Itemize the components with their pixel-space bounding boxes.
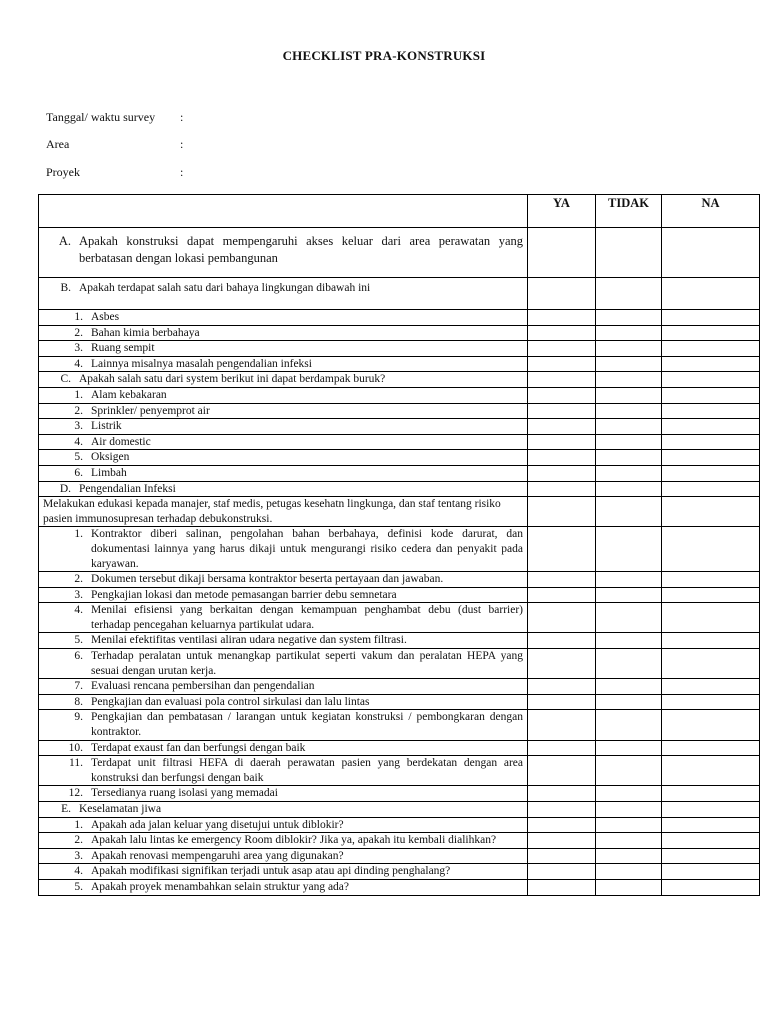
- answer-tidak-cell[interactable]: [596, 587, 662, 603]
- answer-na-cell[interactable]: [662, 740, 760, 756]
- answer-ya-cell[interactable]: [528, 310, 596, 326]
- meta-survey-date: [46, 110, 184, 125]
- answer-tidak-cell[interactable]: [596, 310, 662, 326]
- answer-ya-cell[interactable]: [528, 497, 596, 527]
- item-number: D.: [59, 482, 71, 495]
- answer-ya-cell[interactable]: [528, 740, 596, 756]
- answer-tidak-cell[interactable]: [596, 527, 662, 572]
- answer-tidak-cell[interactable]: [596, 833, 662, 849]
- answer-ya-cell[interactable]: [528, 325, 596, 341]
- hazard-item-row: [39, 341, 760, 357]
- infection-intro-row: [39, 497, 760, 527]
- item-number: 10.: [68, 741, 83, 754]
- item-text: Apakah ada jalan keluar yang disetujui untuk diblokir?: [91, 818, 344, 831]
- meta-label: Proyek: [46, 165, 80, 179]
- item-number: A.: [58, 234, 71, 248]
- answer-na-cell[interactable]: [662, 587, 760, 603]
- infection-item-row: [39, 527, 760, 572]
- meta-project: [46, 165, 184, 180]
- item-text: Pengkajian dan evaluasi pola control sirkulasi dan lalu lintas: [91, 695, 370, 708]
- safety-item-row: [39, 864, 760, 880]
- infection-item-row: [39, 786, 760, 802]
- answer-na-cell[interactable]: [662, 694, 760, 710]
- checklist-body: [39, 195, 760, 896]
- answer-tidak-cell[interactable]: [596, 633, 662, 649]
- item-text: Listrik: [91, 420, 122, 433]
- item-number: 1.: [74, 528, 83, 541]
- system-item-row: [39, 434, 760, 450]
- item-text: Oksigen: [91, 451, 130, 464]
- item-text: Alam kebakaran: [91, 388, 167, 401]
- item-text: Keselamatan jiwa: [79, 803, 162, 815]
- item-cell: [39, 833, 528, 849]
- header-row: [39, 195, 760, 228]
- answer-na-cell[interactable]: [662, 848, 760, 864]
- answer-na-cell[interactable]: [662, 356, 760, 372]
- answer-tidak-cell[interactable]: [596, 419, 662, 435]
- answer-na-cell[interactable]: [662, 387, 760, 403]
- item-cell: [39, 325, 528, 341]
- item-cell: [39, 802, 528, 818]
- item-text: Pengkajian dan pembatasan / larangan untuk kegiatan konstruksi / pembongkaran dengan kontraktor.: [91, 711, 523, 739]
- item-cell: [39, 694, 528, 710]
- answer-na-cell[interactable]: [662, 403, 760, 419]
- infection-item-row: [39, 679, 760, 695]
- answer-tidak-cell[interactable]: [596, 497, 662, 527]
- system-item-row: [39, 403, 760, 419]
- item-cell: [39, 419, 528, 435]
- meta-label: Area: [46, 137, 70, 151]
- infection-item-row: [39, 587, 760, 603]
- item-text: Terdapat exaust fan dan berfungsi dengan baik: [91, 741, 306, 754]
- section-d-row: [39, 481, 760, 497]
- answer-ya-cell[interactable]: [528, 848, 596, 864]
- item-number: 2.: [74, 326, 83, 339]
- answer-na-cell[interactable]: [662, 572, 760, 588]
- item-number: 4.: [74, 357, 83, 370]
- item-cell: [39, 356, 528, 372]
- item-text: Apakah konstruksi dapat mempengaruhi akses keluar dari area perawatan yang berbatasan dengan lokasi pembangunan: [79, 234, 523, 265]
- item-number: 4.: [74, 435, 83, 448]
- item-cell: [39, 633, 528, 649]
- answer-na-cell[interactable]: [662, 372, 760, 388]
- item-cell: [39, 740, 528, 756]
- answer-na-cell[interactable]: [662, 434, 760, 450]
- answer-ya-cell[interactable]: [528, 434, 596, 450]
- answer-ya-cell[interactable]: [528, 387, 596, 403]
- system-item-row: [39, 465, 760, 481]
- item-text: Kontraktor diberi salinan, pengolahan bahan berbahaya, definisi kode darurat, dan dokumentasi lainnya yang harus dikaji untuk mengurangi risiko cedera dan penyakit pada karyawan.: [91, 528, 523, 570]
- answer-tidak-cell[interactable]: [596, 802, 662, 818]
- item-cell: [39, 710, 528, 740]
- item-text: Apakah renovasi mempengaruhi area yang digunakan?: [91, 849, 344, 862]
- item-cell: [39, 434, 528, 450]
- answer-tidak-cell[interactable]: [596, 786, 662, 802]
- header-ya: YA: [528, 195, 596, 228]
- answer-tidak-cell[interactable]: [596, 572, 662, 588]
- answer-ya-cell[interactable]: [528, 694, 596, 710]
- system-item-row: [39, 387, 760, 403]
- safety-item-row: [39, 817, 760, 833]
- answer-ya-cell[interactable]: [528, 527, 596, 572]
- item-number: 1.: [74, 818, 83, 831]
- answer-ya-cell[interactable]: [528, 372, 596, 388]
- infection-item-row: [39, 694, 760, 710]
- answer-tidak-cell[interactable]: [596, 817, 662, 833]
- answer-na-cell[interactable]: [662, 649, 760, 679]
- item-number: 4.: [74, 865, 83, 878]
- item-cell: [39, 387, 528, 403]
- item-cell: [39, 278, 528, 310]
- answer-tidak-cell[interactable]: [596, 879, 662, 895]
- item-cell: [39, 403, 528, 419]
- item-number: 5.: [74, 634, 83, 647]
- hazard-item-row: [39, 310, 760, 326]
- item-cell: [39, 879, 528, 895]
- answer-na-cell[interactable]: [662, 817, 760, 833]
- answer-ya-cell[interactable]: [528, 403, 596, 419]
- meta-colon: :: [180, 110, 184, 124]
- item-number: 6.: [74, 650, 83, 663]
- meta-colon: :: [180, 165, 184, 179]
- item-text: Tersedianya ruang isolasi yang memadai: [91, 787, 278, 800]
- item-text: Bahan kimia berbahaya: [91, 326, 200, 339]
- item-number: C.: [60, 373, 71, 386]
- item-cell: [39, 864, 528, 880]
- item-text: Apakah modifikasi signifikan terjadi untuk asap atau api dinding penghalang?: [91, 865, 451, 878]
- answer-tidak-cell[interactable]: [596, 403, 662, 419]
- answer-ya-cell[interactable]: [528, 649, 596, 679]
- item-text: Apakah proyek menambahkan selain struktur yang ada?: [91, 880, 350, 893]
- section-a-row: [39, 228, 760, 278]
- item-text: Asbes: [91, 311, 120, 323]
- safety-item-row: [39, 879, 760, 895]
- infection-item-row: [39, 603, 760, 633]
- answer-tidak-cell[interactable]: [596, 372, 662, 388]
- item-cell: [39, 481, 528, 497]
- item-text: Apakah salah satu dari system berikut ini dapat berdampak buruk?: [79, 373, 386, 386]
- infection-item-row: [39, 710, 760, 740]
- section-c-row: [39, 372, 760, 388]
- item-text: Terhadap peralatan untuk menangkap partikulat seperti vakum dan peralatan HEPA yang sesuai dengan urutan kerja.: [91, 650, 523, 677]
- infection-item-row: [39, 649, 760, 679]
- item-number: 3.: [74, 342, 83, 355]
- header-blank-cell: [39, 195, 528, 228]
- answer-ya-cell[interactable]: [528, 864, 596, 880]
- item-cell: [39, 310, 528, 326]
- answer-ya-cell[interactable]: [528, 465, 596, 481]
- infection-item-row: [39, 572, 760, 588]
- safety-item-row: [39, 833, 760, 849]
- answer-tidak-cell[interactable]: [596, 848, 662, 864]
- item-text: Dokumen tersebut dikaji bersama kontraktor beserta pertayaan dan jawaban.: [91, 573, 444, 586]
- item-cell: [39, 603, 528, 633]
- item-cell: [39, 341, 528, 357]
- item-cell: [39, 587, 528, 603]
- answer-tidak-cell[interactable]: [596, 228, 662, 278]
- item-number: B.: [60, 282, 71, 294]
- answer-na-cell[interactable]: [662, 341, 760, 357]
- item-text: Sprinkler/ penyemprot air: [91, 404, 210, 417]
- item-text: Ruang sempit: [91, 342, 155, 355]
- item-text: Menilai efisiensi yang berkaitan dengan kemampuan penghambat debu (dust barrier) terhadap pencegahan keluarnya partikulat udara.: [91, 604, 523, 631]
- answer-na-cell[interactable]: [662, 879, 760, 895]
- infection-item-row: [39, 633, 760, 649]
- item-number: 6.: [74, 466, 83, 479]
- answer-na-cell[interactable]: [662, 833, 760, 849]
- answer-ya-cell[interactable]: [528, 879, 596, 895]
- item-number: 2.: [74, 573, 83, 586]
- answer-ya-cell[interactable]: [528, 679, 596, 695]
- section-b-row: [39, 278, 760, 310]
- answer-ya-cell[interactable]: [528, 481, 596, 497]
- item-number: 4.: [74, 604, 83, 617]
- infection-item-row: [39, 740, 760, 756]
- item-cell: [39, 649, 528, 679]
- answer-ya-cell[interactable]: [528, 817, 596, 833]
- item-cell: [39, 572, 528, 588]
- item-cell: [39, 527, 528, 572]
- checklist-table: [38, 194, 760, 896]
- answer-na-cell[interactable]: [662, 603, 760, 633]
- item-cell: [39, 679, 528, 695]
- answer-na-cell[interactable]: [662, 802, 760, 818]
- answer-tidak-cell[interactable]: [596, 387, 662, 403]
- item-text: Menilai efektifitas ventilasi aliran udara negative dan system filtrasi.: [91, 634, 407, 647]
- header-na: NA: [662, 195, 760, 228]
- item-text: Air domestic: [91, 435, 151, 448]
- answer-na-cell[interactable]: [662, 756, 760, 786]
- answer-ya-cell[interactable]: [528, 786, 596, 802]
- item-text: Lainnya misalnya masalah pengendalian infeksi: [91, 357, 312, 370]
- system-item-row: [39, 450, 760, 466]
- answer-tidak-cell[interactable]: [596, 710, 662, 740]
- answer-ya-cell[interactable]: [528, 802, 596, 818]
- item-number: 3.: [74, 588, 83, 601]
- item-number: 2.: [74, 834, 83, 847]
- answer-na-cell[interactable]: [662, 633, 760, 649]
- answer-tidak-cell[interactable]: [596, 465, 662, 481]
- intro-text: Melakukan edukasi kepada manajer, staf medis, petugas kesehatn lingkunga, dan staf tentang risiko pasien immunosupresan terhadap debukonstruksi.: [43, 498, 501, 525]
- answer-tidak-cell[interactable]: [596, 679, 662, 695]
- answer-na-cell[interactable]: [662, 497, 760, 527]
- item-number: 8.: [74, 695, 83, 708]
- answer-tidak-cell[interactable]: [596, 434, 662, 450]
- answer-na-cell[interactable]: [662, 278, 760, 310]
- item-cell: [39, 786, 528, 802]
- answer-ya-cell[interactable]: [528, 603, 596, 633]
- item-text: Pengendalian Infeksi: [79, 482, 176, 495]
- item-cell: [39, 848, 528, 864]
- answer-ya-cell[interactable]: [528, 572, 596, 588]
- answer-na-cell[interactable]: [662, 450, 760, 466]
- answer-tidak-cell[interactable]: [596, 325, 662, 341]
- answer-na-cell[interactable]: [662, 325, 760, 341]
- answer-na-cell[interactable]: [662, 710, 760, 740]
- item-cell: [39, 450, 528, 466]
- hazard-item-row: [39, 356, 760, 372]
- item-text: Terdapat unit filtrasi HEFA di daerah perawatan pasien yang berdekatan dengan area konstruksi dan berfungsi dengan baik: [91, 757, 523, 784]
- item-number: 12.: [68, 787, 83, 800]
- answer-tidak-cell[interactable]: [596, 450, 662, 466]
- item-cell: [39, 228, 528, 278]
- answer-tidak-cell[interactable]: [596, 864, 662, 880]
- answer-na-cell[interactable]: [662, 679, 760, 695]
- section-e-row: [39, 802, 760, 818]
- answer-ya-cell[interactable]: [528, 587, 596, 603]
- answer-ya-cell[interactable]: [528, 710, 596, 740]
- item-number: E.: [61, 803, 71, 815]
- answer-na-cell[interactable]: [662, 228, 760, 278]
- answer-tidak-cell[interactable]: [596, 694, 662, 710]
- item-number: 1.: [74, 311, 83, 323]
- meta-label: Tanggal/ waktu survey: [46, 110, 156, 124]
- item-number: 5.: [74, 880, 83, 893]
- item-cell: [39, 497, 528, 527]
- answer-na-cell[interactable]: [662, 465, 760, 481]
- item-text: Limbah: [91, 466, 127, 479]
- hazard-item-row: [39, 325, 760, 341]
- answer-ya-cell[interactable]: [528, 356, 596, 372]
- item-cell: [39, 817, 528, 833]
- item-number: 7.: [74, 680, 83, 693]
- answer-tidak-cell[interactable]: [596, 756, 662, 786]
- answer-na-cell[interactable]: [662, 864, 760, 880]
- safety-item-row: [39, 848, 760, 864]
- item-cell: [39, 372, 528, 388]
- answer-na-cell[interactable]: [662, 527, 760, 572]
- document-title: CHECKLIST PRA-KONSTRUKSI: [282, 48, 486, 63]
- answer-na-cell[interactable]: [662, 786, 760, 802]
- item-number: 5.: [74, 451, 83, 464]
- answer-tidak-cell[interactable]: [596, 341, 662, 357]
- item-cell: [39, 756, 528, 786]
- answer-tidak-cell[interactable]: [596, 278, 662, 310]
- answer-na-cell[interactable]: [662, 310, 760, 326]
- item-number: 1.: [74, 388, 83, 401]
- answer-na-cell[interactable]: [662, 419, 760, 435]
- item-text: Apakah lalu lintas ke emergency Room diblokir? Jika ya, apakah itu kembali dialihkan?: [91, 834, 497, 847]
- answer-ya-cell[interactable]: [528, 633, 596, 649]
- item-number: 2.: [74, 404, 83, 417]
- answer-ya-cell[interactable]: [528, 278, 596, 310]
- item-number: 9.: [74, 711, 83, 724]
- answer-ya-cell[interactable]: [528, 756, 596, 786]
- answer-tidak-cell[interactable]: [596, 740, 662, 756]
- answer-ya-cell[interactable]: [528, 419, 596, 435]
- answer-na-cell[interactable]: [662, 481, 760, 497]
- meta-area: [46, 137, 184, 152]
- item-cell: [39, 465, 528, 481]
- item-text: Evaluasi rencana pembersihan dan pengendalian: [91, 680, 315, 693]
- answer-tidak-cell[interactable]: [596, 649, 662, 679]
- item-text: Apakah terdapat salah satu dari bahaya lingkungan dibawah ini: [79, 282, 371, 294]
- answer-ya-cell[interactable]: [528, 341, 596, 357]
- meta-colon: :: [180, 137, 184, 151]
- answer-tidak-cell[interactable]: [596, 603, 662, 633]
- infection-item-row: [39, 756, 760, 786]
- item-number: 3.: [74, 849, 83, 862]
- item-text: Pengkajian lokasi dan metode pemasangan barrier debu semnetara: [91, 588, 397, 601]
- answer-tidak-cell[interactable]: [596, 356, 662, 372]
- answer-ya-cell[interactable]: [528, 833, 596, 849]
- item-number: 3.: [74, 420, 83, 433]
- header-tidak: TIDAK: [596, 195, 662, 228]
- answer-ya-cell[interactable]: [528, 228, 596, 278]
- system-item-row: [39, 419, 760, 435]
- item-number: 11.: [69, 757, 83, 770]
- answer-ya-cell[interactable]: [528, 450, 596, 466]
- answer-tidak-cell[interactable]: [596, 481, 662, 497]
